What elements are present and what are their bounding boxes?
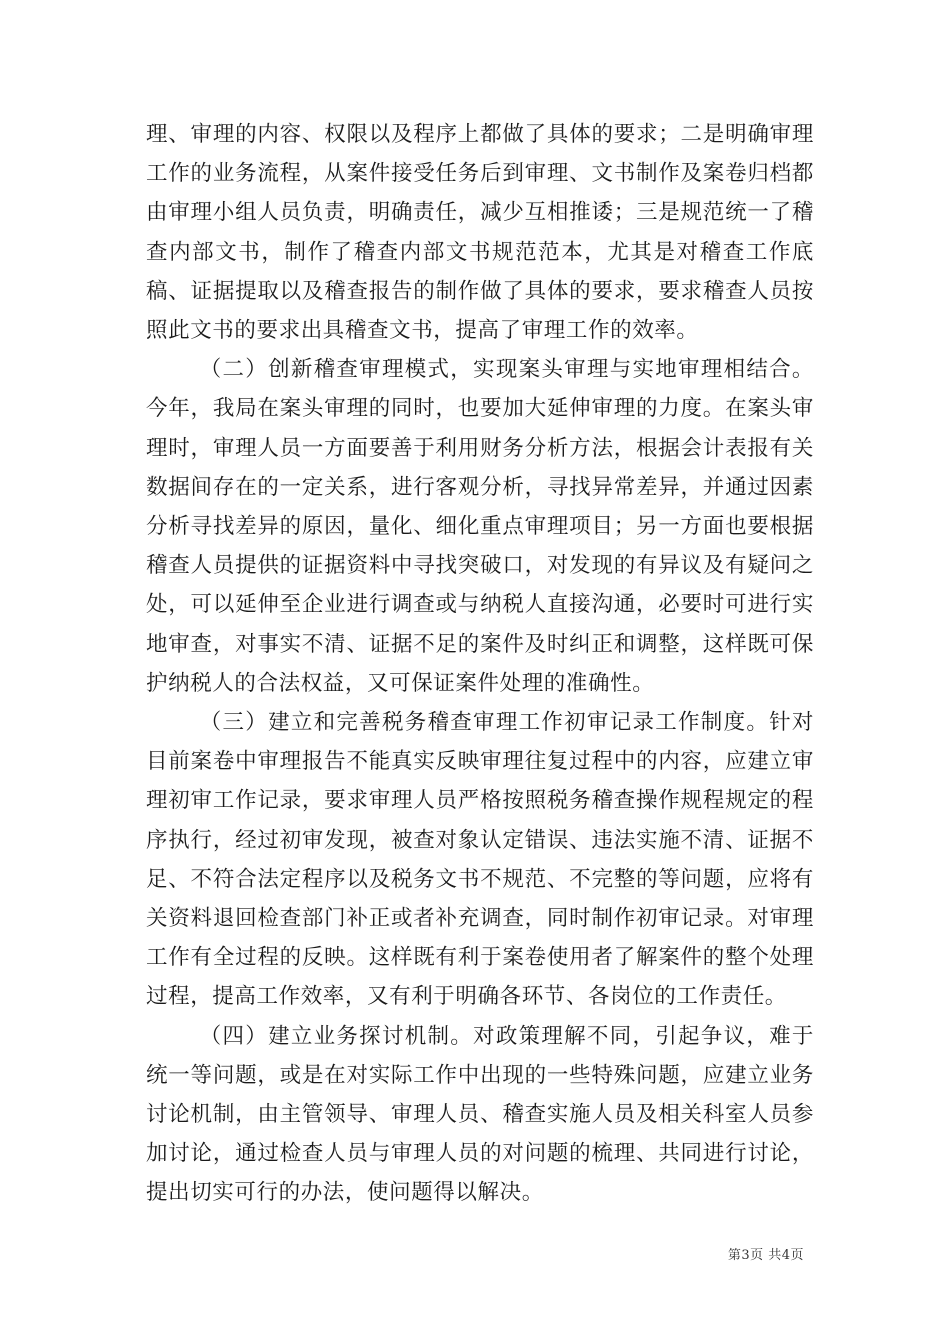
- paragraph-continued: 理、审理的内容、权限以及程序上都做了具体的要求；二是明确审理工作的业务流程，从案件接受任务后到审理、文书制作及案卷归档都由审理小组人员负责，明确责任，减少互相推诿；三是规范统一了稽查内部文书，制作了稽查内部文书规范范本，尤其是对稽查工作底稿、证据提取以及稽查报告的制作做了具体的要求，要求稽查人员按照此文书的要求出具稽查文书，提高了审理工作的效率。: [146, 122, 814, 344]
- paragraph-section-4: （四）建立业务探讨机制。对政策理解不同，引起争议，难于统一等问题，或是在对实际工作中出现的一些特殊问题，应建立业务讨论机制，由主管领导、审理人员、稽查实施人员及相关科室人员参加讨论，通过检查人员与审理人员的对问题的梳理、共同进行讨论，提出切实可行的办法，使问题得以解决。: [146, 1023, 814, 1206]
- paragraph-section-2: （二）创新稽查审理模式，实现案头审理与实地审理相结合。今年，我局在案头审理的同时，也要加大延伸审理的力度。在案头审理时，审理人员一方面要善于利用财务分析方法，根据会计表报有关数据间存在的一定关系，进行客观分析，寻找异常差异，并通过因素分析寻找差异的原因，量化、细化重点审理项目；另一方面也要根据稽查人员提供的证据资料中寻找突破口，对发现的有异议及有疑问之处，可以延伸至企业进行调查或与纳税人直接沟通，必要时可进行实地审查，对事实不清、证据不足的案件及时纠正和调整，这样既可保护纳税人的合法权益，又可保证案件处理的准确性。: [146, 357, 814, 696]
- page-number: 第3页 共4页: [727, 1248, 804, 1263]
- paragraph-section-3: （三）建立和完善税务稽查审理工作初审记录工作制度。针对目前案卷中审理报告不能真实反映审理往复过程中的内容，应建立审理初审工作记录，要求审理人员严格按照税务稽查操作规程规定的程序执行，经过初审发现，被查对象认定错误、违法实施不清、证据不足、不符合法定程序以及税务文书不规范、不完整的等问题，应将有关资料退回检查部门补正或者补充调查，同时制作初审记录。对审理工作有全过程的反映。这样既有利于案卷使用者了解案件的整个处理过程，提高工作效率，又有利于明确各环节、各岗位的工作责任。: [146, 710, 814, 1010]
- document-body: [146, 115, 814, 1213]
